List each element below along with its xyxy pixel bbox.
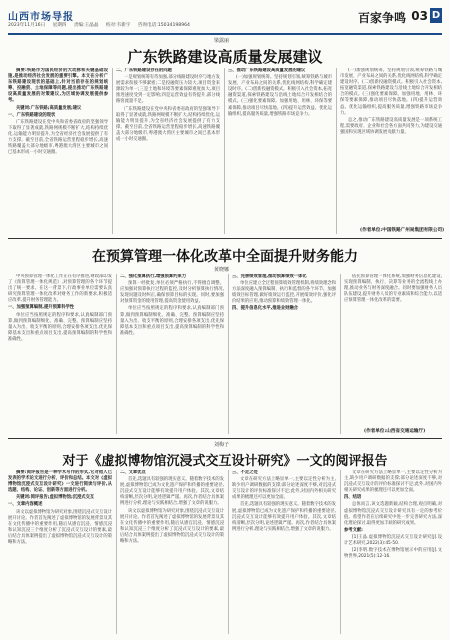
article2-credit: (作者单位:山西省交通运输厅) — [364, 429, 426, 434]
article2-col3 — [232, 274, 336, 434]
article1-keywords: 关键词:广东铁路;高质量发展;建议 — [16, 105, 82, 111]
article3-paragraph-3: 文章在研究方法上略显单一,主要以定性分析为主,缺少用户调研数据的支撑;部分论述深度不够,对沉浸式交互设计的评价标准探讨不足;此外,对国内外相关研究成果的梳理还可以更加全面。 — [232, 477, 336, 501]
column-divider — [116, 274, 117, 434]
article3-byline: 刘梅子 — [214, 442, 230, 448]
article-separator — [8, 438, 442, 439]
issue-meta — [8, 22, 196, 28]
article2-paragraph-2b: 单位应当按照规定的程序和要求,认真编制部门预算,做到预算编制细化、准确、完整。预算编制应坚持量入为出、收支平衡的原则,合理安排各项支出,优先保障基本支出和重点项目支出,提高预算编制的科学性和准确性。 — [120, 306, 224, 336]
article-separator — [8, 238, 442, 239]
column-divider — [116, 470, 117, 634]
article1-heading-2: 二、广东铁路建设存在的问题 — [116, 68, 172, 73]
article1-headline: 广东铁路建设高质量发展建议 — [127, 48, 323, 66]
section-badge: D — [431, 10, 441, 21]
phone: 咨询电话:15034198964 — [137, 23, 190, 28]
article2-col1 — [8, 274, 112, 434]
article1-col1 — [8, 68, 108, 234]
article2-paragraph-4: 单位应建立全过程预算绩效管理机制,将绩效理念和方法深度融入预算编制、执行和监督的各个环节。加强绩效目标管理,做好绩效运行监控,开展绩效评价,强化评价结果的应用,推动预算和绩效管理一体化。 — [232, 281, 336, 305]
issue-weekday: 星期四 — [52, 23, 67, 28]
article3-col4 — [344, 470, 442, 634]
article3-paragraph-2b: 首先,选题具有较强的现实意义。随着数字技术的发展,虚拟博物馆已成为文化遗产保护和传播的重要途径,沉浸式交互设计能够有效提升用户体验。其次,文章结构清晰,层次分明,论述逻辑严谨。再次,作者结合具体案例进行分析,理论与实践相结合,增强了文章的说服力。 — [232, 502, 336, 532]
article3-references-title: 参考文献: — [344, 527, 363, 533]
article2-heading-2: 二、强化预算执行,增强预算约束力 — [120, 274, 187, 279]
article3-abstract: 摘要:阅评报告是一种学术写作的形式,它对他人已发表的学术论文进行分析、评价和总结。本文对《虚拟博物馆沉浸式交互设计研究》一文进行阅读与评价,从选题、结构、论证、创新等方面进行分析。 — [8, 470, 112, 494]
article1-col4 — [340, 68, 442, 226]
article2-col4 — [344, 274, 442, 426]
article3-paragraph-1b: 该文以虚拟博物馆为研究对象,围绕沉浸式交互设计展开讨论。作者首先阐述了虚拟博物馆的发展背景及其在文化传播中的重要作用,随后从感官沉浸、情感沉浸和认知沉浸三个维度分析了沉浸式交互设计的要素,最后结合具体案例提出了虚拟博物馆沉浸式交互设计的策略和方法。 — [120, 508, 224, 545]
article2-heading-4: 四、提升信息化水平,推进业财融合 — [232, 306, 299, 312]
article2-heading-1: 一、加强预算编制,提升预算科学性 — [8, 305, 75, 311]
article3-reference-1: [1]王晶.虚拟博物馆沉浸式交互设计研究[J].设计艺术研究,2022(3):45-50. — [344, 534, 442, 547]
article3-col2 — [120, 470, 224, 634]
article1-paragraph-3: (一)加强规划统筹。坚持规划引领,统筹铁路与城市发展、产业布局之间的关系,优化线网结构,科学确定建设时序。(二)创新投融资模式。积极引入社会资本,拓宽融资渠道,探索铁路建设与沿线土地综合开发相结合的模式。(三)强化要素保障。加强用地、用林、环保等要素保障,推动项目尽快落地。(四)提升运营效益。优化运输组织,提高服务质量,增强铁路市场竞争力。 — [228, 75, 332, 117]
proofreader: 校对:韦新宇 — [105, 23, 131, 28]
article3-col1 — [8, 470, 112, 634]
article1-col3 — [228, 68, 332, 234]
article1-heading-3: 三、推动广东铁路建设高质量发展的建议 — [228, 68, 306, 73]
column-divider — [340, 274, 341, 434]
column-divider — [228, 274, 229, 434]
column-divider — [340, 470, 341, 634]
masthead-rule — [8, 33, 442, 35]
article2-col2 — [120, 274, 224, 434]
article3-paragraph-3b: 文章在研究方法上略显单一,主要以定性分析为主,缺少用户调研数据的支撑;部分论述深度不够,对沉浸式交互设计的评价标准探讨不足;此外,对国内外相关研究成果的梳理还可以更加全面。 — [344, 470, 442, 494]
article2-byline: 黄晓娜 — [214, 267, 230, 273]
section-title: 百家争鸣 — [357, 11, 406, 25]
article3-heading-2: 二、文章优点 — [120, 470, 146, 475]
article1-paragraph-1b: 广东铁路建设在党中央和省委省政府的坚强领导下取得了显著成就,铁路网规模不断扩大,结构持续优化,运输能力明显提升,为全省经济社会发展提供了有力支撑。截至目前,全省铁路运营里程稳步增长,高速铁路覆盖大部分地级市,粤港澳大湾区主要城市之间已基本形成一小时交通圈。 — [116, 106, 220, 143]
article1-paragraph-3b: (一)加强规划统筹。坚持规划引领,统筹铁路与城市发展、产业布局之间的关系,优化线网结构,科学确定建设时序。(二)创新投融资模式。积极引入社会资本,拓宽融资渠道,探索铁路建设与沿线土地综合开发相结合的模式。(三)强化要素保障。加强用地、用林、环保等要素保障,推动项目尽快落地。(四)提升运营效益。优化运输组织,提高服务质量,增强铁路市场竞争力。 — [340, 68, 442, 116]
article3-heading-3: 三、不足之处 — [232, 470, 258, 475]
article2-paragraph-1: 中央预算管理一体化工作正在有序推进,财政部印发了《预算管理一体化规范》,对预算管理的各个环节提出了统一要求。在这一背景下,行政事业单位需要认真研究预算管理一体化改革对财务工作的新要求,积极适应改革,提升财务管理能力。 — [8, 274, 112, 304]
paper-name: 山西市场导报 — [8, 12, 74, 23]
article2-paragraph-2: 单位应当按照规定的程序和要求,认真编制部门预算,做到预算编制细化、准确、完整。预算编制应坚持量入为出、收支平衡的原则,合理安排各项支出,优先保障基本支出和重点项目支出,提高预算编制的科学性和准确性。 — [8, 312, 112, 342]
article1-paragraph-1: 广东铁路建设在党中央和省委省政府的坚强领导下取得了显著成就,铁路网规模不断扩大,结构持续优化,运输能力明显提升,为全省经济社会发展提供了有力支撑。截至目前,全省铁路运营里程稳步增长,高速铁路覆盖大部分地级市,粤港澳大湾区主要城市之间已基本形成一小时交通圈。 — [8, 119, 108, 156]
article3-paragraph-1: 该文以虚拟博物馆为研究对象,围绕沉浸式交互设计展开讨论。作者首先阐述了虚拟博物馆的发展背景及其在文化传播中的重要作用,随后从感官沉浸、情感沉浸和认知沉浸三个维度分析了沉浸式交互设计的要素,最后结合具体案例提出了虚拟博物馆沉浸式交互设计的策略和方法。 — [8, 509, 112, 546]
article1-byline: 梁露丽 — [214, 38, 230, 44]
column-divider — [112, 68, 113, 234]
masthead — [8, 6, 442, 32]
article3-heading-4: 四、结语 — [344, 495, 362, 501]
editor: 责编:王晶晶 — [73, 23, 99, 28]
column-divider — [336, 68, 337, 234]
article2-headline: 在预算管理一体化改革中全面提升财务能力 — [92, 249, 358, 265]
article2-paragraph-3: 预算一经批复,单位必须严格执行,不得擅自调整。应加强对预算执行过程的监控,及时分析预算执行情况,发现问题及时纠正,确保预算目标的实现。同时,要加强对预算资金的使用管理,提高资金使用效益。 — [120, 281, 224, 305]
article3-paragraph-2: 首先,选题具有较强的现实意义。随着数字技术的发展,虚拟博物馆已成为文化遗产保护和传播的重要途径,沉浸式交互设计能够有效提升用户体验。其次,文章结构清晰,层次分明,论述逻辑严谨。再次,作者结合具体案例进行分析,理论与实践相结合,增强了文章的说服力。 — [120, 477, 224, 507]
article1-heading-1: 一、广东铁路建设的现状 — [8, 112, 56, 118]
article3-reference-2: [2]李明.数字技术在博物馆展示中的应用[J].文物世界,2021(5):12-16. — [344, 548, 442, 560]
column-divider — [228, 470, 229, 634]
article3-paragraph-4: 总体而言,该文选题新颖,结构合理,观点明确,对虚拟博物馆沉浸式交互设计研究具有一定的参考价值。希望作者在后续研究中进一步完善研究方法,深化理论探讨,取得更加丰硕的研究成果。 — [344, 502, 442, 526]
issue-date: 2023年11月16日 — [8, 23, 46, 28]
article2-paragraph-5: 依托预算管理一体化系统,加强财务信息化建设,实现预算编制、执行、决算等业务的全流程线上办理,推动业务与财务深度融合。同时要加强财务人员队伍建设,提升财务人员的专业素质和综合能力,以适应预算管理一体化改革的需要。 — [344, 274, 442, 304]
article1-abstract: 摘要:铁路作为国民经济的大动脉和关键基础设施,是推动经济社会发展的重要引擎。本文在分析广东铁路建设现状的基础上,针对当前存在的规划统筹、投融资、土地保障等问题,提出推动广东铁路建设高质量发展的对策建议,为区域协调发展提供参考。 — [8, 68, 108, 104]
article1-col2 — [116, 68, 220, 234]
article3-keywords: 关键词:阅评报告;虚拟博物馆;沉浸式交互 — [16, 495, 95, 501]
article3-headline: 对于《虚拟博物馆沉浸式交互设计研究》一文的阅评报告 — [62, 454, 388, 469]
page-number: 03 — [411, 9, 428, 23]
article1-credit: (作者单位:中国铁路广州局集团有限公司) — [360, 228, 445, 233]
article3-heading-1: 一、文章内容概述 — [8, 502, 43, 508]
article1-paragraph-2: 一是规划统筹有待加强,部分线路建设时序与地方发展需求衔接不够紧密;二是投融资压力较大,项目资金来源较为单一;三是土地和环境等要素保障难度加大,项目推进速度受到一定影响;四是运营效益有待提升,部分线路客流量不足。 — [116, 75, 220, 105]
article3-col3 — [232, 470, 336, 634]
article2-heading-3: 三、完善绩效管理,推动预算绩效一体化 — [232, 274, 307, 279]
article1-conclusion: 总之,推动广东铁路建设高质量发展是一项系统工程,需要政府、企业和社会各方面共同努力,为建设交通强国和实现区域协调发展贡献力量。 — [340, 117, 442, 135]
column-divider — [224, 68, 225, 234]
